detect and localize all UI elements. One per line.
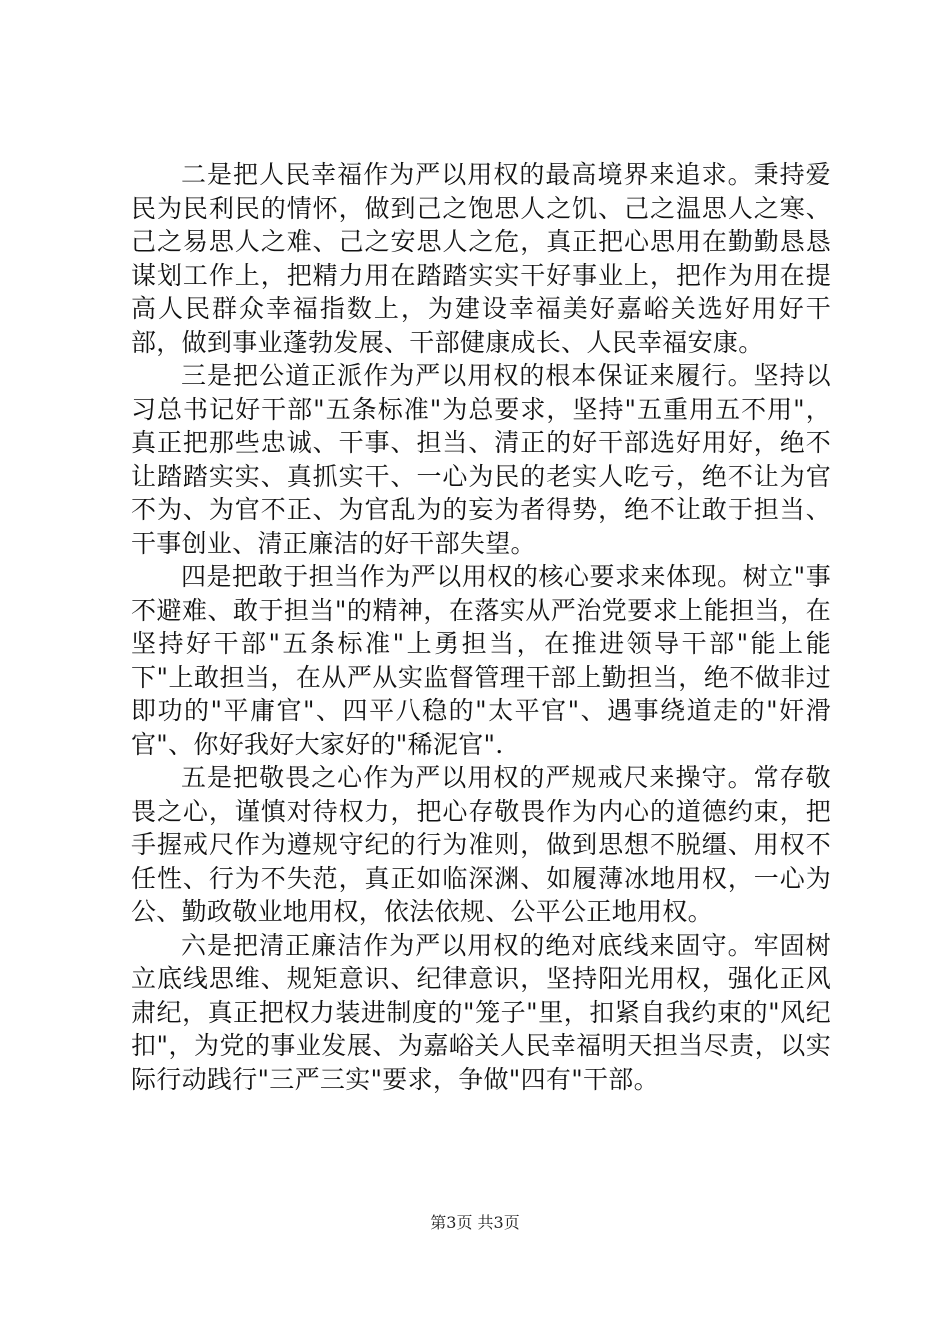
paragraph-5: 五是把敬畏之心作为严以用权的严规戒尺来操守。常存敬畏之心，谨慎对待权力，把心存敬畏作为内心的道德约束，把手握戒尺作为遵规守纪的行为准则，做到思想不脱缰、用权不任性、行为不失范，真正如临深渊、如履薄冰地用权，一心为公、勤政敬业地用权，依法依规、公平公正地用权。 xyxy=(131,763,831,926)
paragraph-3: 三是把公道正派作为严以用权的根本保证来履行。坚持以习总书记好干部"五条标准"为总要求，坚持"五重用五不用"，真正把那些忠诚、干事、担当、清正的好干部选好用好，绝不让踏踏实实、真抓实干、一心为民的老实人吃亏，绝不让为官不为、为官不正、为官乱为的妄为者得势，绝不让敢于担当、干事创业、清正廉洁的好干部失望。 xyxy=(131,361,831,558)
paragraph-6: 六是把清正廉洁作为严以用权的绝对底线来固守。牢固树立底线思维、规矩意识、纪律意识，坚持阳光用权，强化正风肃纪，真正把权力装进制度的"笼子"里，扣紧自我约束的"风纪扣"，为党的事业发展、为嘉峪关人民幸福明天担当尽责，以实际行动践行"三严三实"要求，争做"四有"干部。 xyxy=(131,930,831,1094)
document-body xyxy=(131,158,831,1096)
page-footer: 第3页 共3页 xyxy=(430,1213,520,1232)
paragraph-2: 二是把人民幸福作为严以用权的最高境界来追求。秉持爱民为民利民的情怀，做到己之饱思人之饥、己之温思人之寒、己之易思人之难、己之安思人之危，真正把心思用在勤勤恳恳谋划工作上，把精力用在踏踏实实干好事业上，把作为用在提高人民群众幸福指数上，为建设幸福美好嘉峪关选好用好干部，做到事业蓬勃发展、干部健康成长、人民幸福安康。 xyxy=(131,160,831,357)
paragraph-4: 四是把敢于担当作为严以用权的核心要求来体现。树立"事不避难、敢于担当"的精神，在落实从严治党要求上能担当，在坚持好干部"五条标准"上勇担当，在推进领导干部"能上能下"上敢担当，在从严从实监督管理干部上勤担当，绝不做非过即功的"平庸官"、四平八稳的"太平官"、遇事绕道走的"奸滑官"、你好我好大家好的"稀泥官". xyxy=(131,562,831,759)
